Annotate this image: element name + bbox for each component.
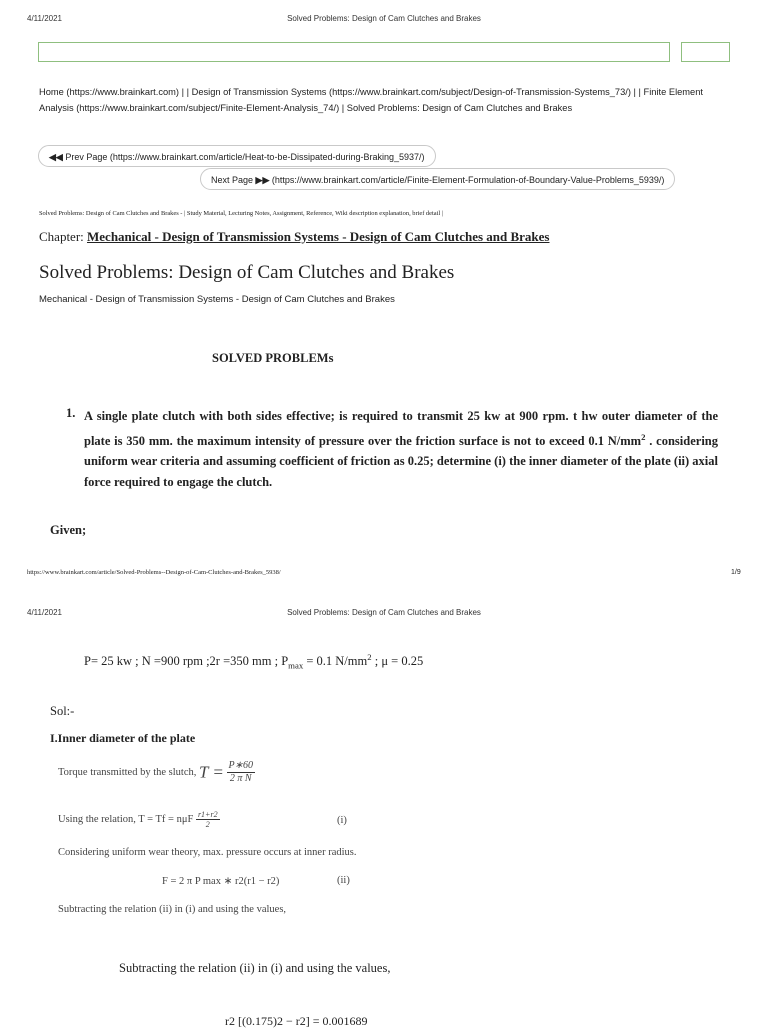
- relation-tag: (i): [337, 815, 347, 826]
- problem-statement: A single plate clutch with both sides effective; is required to transmit 25 kw at 900 rpm. t hw outer diameter of the plate is 350 mm. the maximum intensity of pressure over the friction surface is not to exceed 0.1 $N/mm^2$ . considering uniform wear criteria and assuming coefficient of friction as 0.25; determine (i) the inner diameter of the plate (ii) axial force required to engage the clutch.: [84, 409, 718, 489]
- solution-label: Sol:-: [50, 704, 75, 718]
- chapter-link[interactable]: Mechanical - Design of Transmission Systems - Design of Cam Clutches and Brakes: [87, 229, 550, 244]
- page-title: Solved Problems: Design of Cam Clutches and Brakes: [39, 262, 455, 283]
- prev-page-label: Prev Page (https://www.brainkart.com/article/Heat-to-be-Dissipated-during-Braking_5937/): [65, 152, 425, 162]
- breadcrumb: Home (https://www.brainkart.com) | | Design of Transmission Systems (https://www.brainkart.com/subject/Design-of-Transmission-Systems_73/) | | Finite Element Analysis (https://www.brainkart.com/subject/Finite-Element-Analysis_74/) | Solved Problems: Design of Cam Clutches and Brakes: [39, 87, 703, 113]
- chapter-line: [39, 229, 550, 245]
- search-button[interactable]: [681, 42, 730, 62]
- search-input[interactable]: [38, 42, 670, 62]
- uniform-wear-text: Considering uniform wear theory, max. pressure occurs at inner radius.: [58, 847, 357, 858]
- given-label: Given;: [50, 523, 87, 537]
- next-page-url: (https://www.brainkart.com/article/Finite-Element-Formulation-of-Boundary-Value-Problems_5939/): [271, 175, 665, 185]
- bottom-equation: r2 [(0.175)2 − r2] = 0.001689: [225, 1014, 368, 1028]
- prev-page-button[interactable]: [38, 145, 436, 167]
- breadcrumb-design-of-transmission-systems[interactable]: Design of Transmission Systems (https://www.brainkart.com/subject/Design-of-Transmission-Systems_73/): [191, 87, 631, 97]
- print-date: 4/11/2021: [27, 14, 62, 23]
- chapter-label: Chapter:: [39, 229, 84, 244]
- section-heading: SOLVED PROBLEMs: [212, 351, 334, 365]
- relation-equation: Using the relation, T = Tf = nμF $\frac{r1+r2}{2}$: [58, 810, 218, 829]
- problem-number: 1.: [66, 406, 76, 420]
- breadcrumb-home[interactable]: Home (https://www.brainkart.com): [39, 87, 180, 97]
- force-equation: F = 2 π P max ∗ r2(r1 − r2): [162, 876, 280, 887]
- subtract-text-large: Subtracting the relation (ii) in (i) and using the values,: [119, 961, 391, 975]
- footer-url: https://www.brainkart.com/article/Solved-Problems--Design-of-Cam-Clutches-and-Brakes_5938/: [27, 569, 281, 576]
- double-chevron-left-icon: ◀◀: [49, 152, 63, 162]
- breadcrumb-current: Solved Problems: Design of Cam Clutches and Brakes: [346, 103, 573, 113]
- page-subtitle: Mechanical - Design of Transmission Systems - Design of Cam Clutches and Brakes: [39, 294, 395, 305]
- footer-page-number: 1/9: [731, 569, 741, 576]
- sub-heading: I.Inner diameter of the plate: [50, 731, 196, 745]
- print-date-2: 4/11/2021: [27, 608, 62, 617]
- next-page-label: Next Page: [211, 175, 254, 185]
- next-page-button[interactable]: [200, 168, 675, 190]
- given-values: P= 25 kw ; N =900 rpm ;2r =350 mm ; $P_{max} = 0.1$ $N/mm^2$ ; μ = 0.25: [84, 652, 424, 671]
- print-title-2: Solved Problems: Design of Cam Clutches and Brakes: [287, 608, 481, 617]
- double-chevron-right-icon: ▶▶: [255, 175, 270, 185]
- force-tag: (ii): [337, 875, 350, 886]
- breadcrumb-finite-element-analysis[interactable]: Finite Element Analysis (https://www.brainkart.com/subject/Finite-Element-Analysis_74/): [39, 87, 703, 113]
- print-title: Solved Problems: Design of Cam Clutches and Brakes: [287, 14, 481, 23]
- torque-equation: Torque transmitted by the slutch, T = $\frac{P∗60}{\text{2 π N}}$: [58, 760, 253, 784]
- meta-line: Solved Problems: Design of Cam Clutches and Brakes - | Study Material, Lecturing Notes, Assignment, Reference, Wiki description explanation, brief detail |: [39, 210, 443, 217]
- subtract-text-small: Subtracting the relation (ii) in (i) and using the values,: [58, 904, 287, 915]
